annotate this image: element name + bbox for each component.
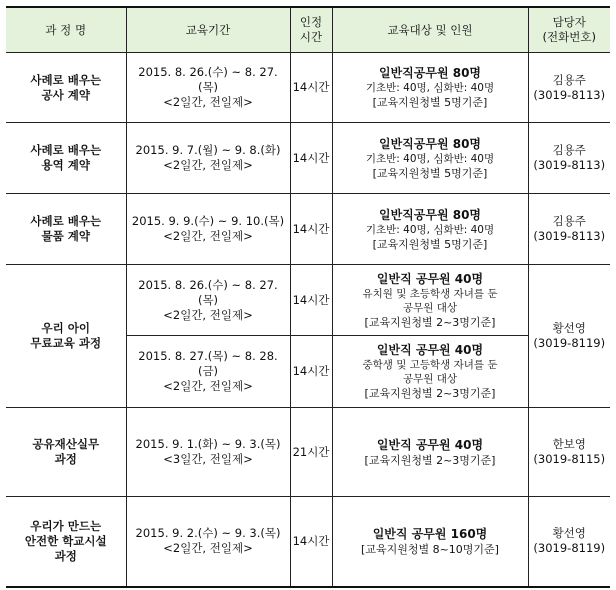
course-name: 사례로 배우는 물품 계약 — [6, 194, 126, 265]
table-row — [6, 265, 610, 336]
header-period: 교육기간 — [126, 7, 290, 53]
course-manager: 김용주 (3019-8113) — [528, 194, 610, 265]
header-row — [6, 7, 610, 53]
course-target: 일반직 공무원 40명 [교육지원청별 2~3명기준] — [332, 408, 528, 497]
course-name: 우리가 만드는 안전한 학교시설 과정 — [6, 497, 126, 587]
table-row — [6, 408, 610, 497]
course-name: 우리 아이 무료교육 과정 — [6, 265, 126, 408]
course-period: 2015. 8. 26.(수) ~ 8. 27.(목) <2일간, 전일제> — [126, 53, 290, 123]
header-hours: 인정 시간 — [290, 7, 332, 53]
header-course-name: 과 정 명 — [6, 7, 126, 53]
header-manager: 담당자 (전화번호) — [528, 7, 610, 53]
course-target: 일반직 공무원 40명 중학생 및 고등학생 자녀를 둔 공무원 대상 [교육지원청별 2~3명기준] — [332, 336, 528, 408]
course-hours: 14시간 — [290, 194, 332, 265]
course-period: 2015. 8. 27.(목) ~ 8. 28.(금) <2일간, 전일제> — [126, 336, 290, 408]
course-hours: 14시간 — [290, 123, 332, 194]
course-target: 일반직 공무원 160명 [교육지원청별 8~10명기준] — [332, 497, 528, 587]
table-row — [6, 123, 610, 194]
course-name: 공유재산실무 과정 — [6, 408, 126, 497]
table-row — [6, 53, 610, 123]
course-period: 2015. 9. 1.(화) ~ 9. 3.(목) <3일간, 전일제> — [126, 408, 290, 497]
course-period: 2015. 9. 9.(수) ~ 9. 10.(목) <2일간, 전일제> — [126, 194, 290, 265]
course-name: 사례로 배우는 용역 계약 — [6, 123, 126, 194]
course-target: 일반직공무원 80명 기초반: 40명, 심화반: 40명 [교육지원청별 5명기준] — [332, 123, 528, 194]
course-target: 일반직공무원 80명 기초반: 40명, 심화반: 40명 [교육지원청별 5명기준] — [332, 53, 528, 123]
course-hours: 14시간 — [290, 497, 332, 587]
table-row — [6, 194, 610, 265]
course-name: 사례로 배우는 공사 계약 — [6, 53, 126, 123]
course-target: 일반직 공무원 40명 유치원 및 초등학생 자녀를 둔 공무원 대상 [교육지원청별 2~3명기준] — [332, 265, 528, 336]
course-period: 2015. 9. 2.(수) ~ 9. 3.(목) <2일간, 전일제> — [126, 497, 290, 587]
course-manager: 한보영 (3019-8115) — [528, 408, 610, 497]
course-hours: 14시간 — [290, 336, 332, 408]
table-row — [6, 497, 610, 587]
course-hours: 14시간 — [290, 265, 332, 336]
course-target: 일반직공무원 80명 기초반: 40명, 심화반: 40명 [교육지원청별 5명기준] — [332, 194, 528, 265]
course-period: 2015. 9. 7.(월) ~ 9. 8.(화) <2일간, 전일제> — [126, 123, 290, 194]
course-manager: 황선영 (3019-8119) — [528, 265, 610, 408]
course-hours: 21시간 — [290, 408, 332, 497]
header-target: 교육대상 및 인원 — [332, 7, 528, 53]
course-manager: 김용주 (3019-8113) — [528, 53, 610, 123]
course-manager: 황선영 (3019-8119) — [528, 497, 610, 587]
course-period: 2015. 8. 26.(수) ~ 8. 27.(목) <2일간, 전일제> — [126, 265, 290, 336]
course-schedule-table — [6, 6, 610, 588]
course-hours: 14시간 — [290, 53, 332, 123]
course-manager: 김용주 (3019-8113) — [528, 123, 610, 194]
